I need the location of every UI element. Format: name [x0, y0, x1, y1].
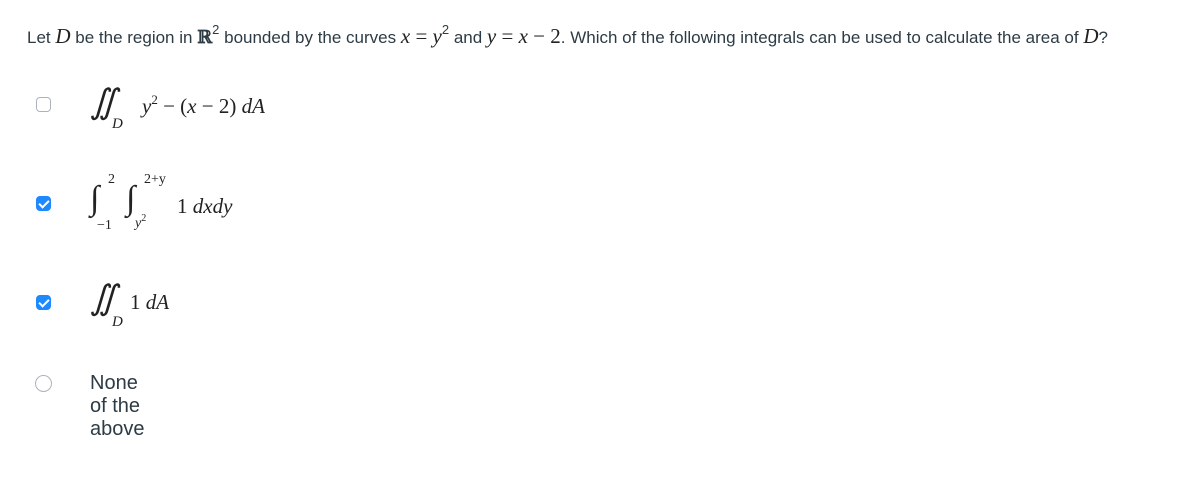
math-symbol: x [518, 24, 528, 48]
math-symbol: x [187, 94, 197, 118]
upper-limit: 2 [108, 172, 115, 187]
integrand [142, 94, 265, 119]
math-exponent: 2 [151, 92, 158, 107]
math-symbol: x [400, 24, 411, 48]
question-part: Let [27, 28, 56, 47]
question-part: bounded by the curves [219, 28, 401, 47]
math-symbol: D [55, 24, 71, 48]
question-part: ? [1098, 28, 1108, 47]
math-operator: = [410, 24, 433, 48]
upper-limit: 2+y [144, 172, 166, 187]
question-text [27, 24, 1108, 49]
integral-expression [90, 278, 290, 338]
checkbox-checked[interactable] [36, 295, 51, 310]
math-symbol: ℝ [197, 27, 213, 48]
option-label: None of the above [90, 372, 145, 440]
integrand-value: 1 [177, 194, 193, 218]
differential: dA [145, 290, 170, 314]
integral-region: D [112, 314, 123, 330]
math-exponent: 2 [212, 22, 220, 37]
math-symbol: y [135, 216, 142, 231]
math-operator: − ( [157, 94, 188, 118]
math-symbol: y [142, 94, 152, 118]
math-symbol: y [432, 24, 442, 48]
lower-limit: −1 [97, 218, 112, 233]
integral-region: D [112, 116, 123, 132]
radio-unchecked[interactable] [35, 375, 52, 392]
question-part: and [449, 28, 487, 47]
checkbox-unchecked[interactable] [36, 97, 51, 112]
iterated-integral-expression [90, 168, 290, 238]
math-exponent: 2 [441, 22, 450, 37]
math-operator: − 2) [196, 94, 242, 118]
checkbox-checked[interactable] [36, 196, 51, 211]
lower-limit [135, 213, 147, 232]
math-symbol: D [1083, 24, 1099, 48]
math-operator: − 2 [527, 24, 561, 48]
integral-sign: ∫ [126, 180, 136, 217]
integral-expression [90, 82, 290, 142]
question-part: . Which of the following integrals can be used to calculate the area of [560, 28, 1084, 47]
differential: dxdy [192, 194, 233, 218]
math-symbol: y [486, 24, 497, 48]
integrand [177, 194, 232, 219]
integrand [130, 290, 169, 315]
question-part: be the region in [70, 28, 198, 47]
math-exponent: 2 [141, 213, 147, 224]
double-integral-sign: ∬ [90, 280, 117, 317]
double-integral-sign: ∬ [90, 84, 117, 121]
differential: dA [241, 94, 265, 118]
math-operator: = [496, 24, 519, 48]
integral-sign: ∫ [90, 180, 100, 217]
integrand-value: 1 [130, 290, 146, 314]
